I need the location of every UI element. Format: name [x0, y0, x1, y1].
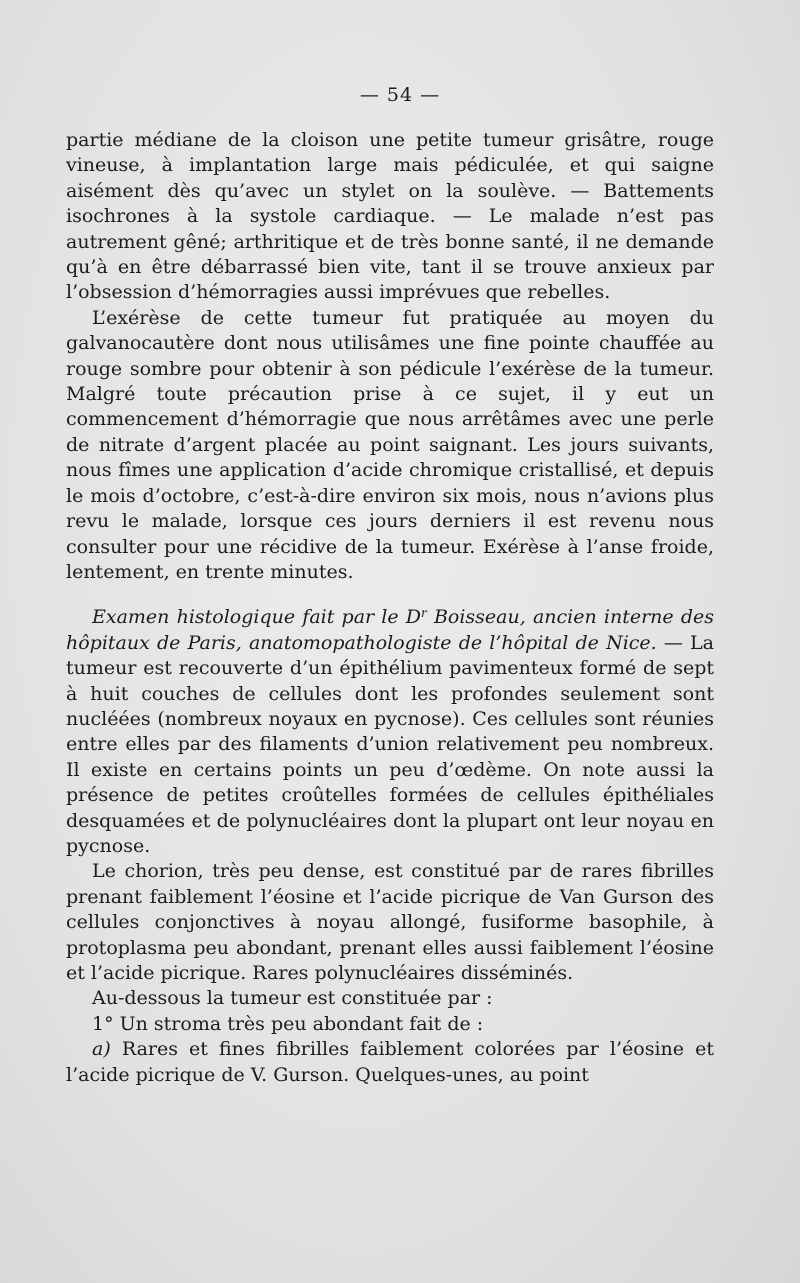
paragraph-7 [66, 1037, 714, 1088]
histology-heading-a: Examen histologique fait par le D [92, 606, 422, 629]
paragraph-1: partie médiane de la cloison une petite tumeur grisâtre, rouge vineuse, à implantation large mais pédiculée, et qui saigne aisément dès qu’avec un stylet on la soulève. — Battements isochrones à la systole cardiaque. — Le malade n’est pas autrement gêné; arthritique et de très bonne santé, il ne demande qu’à en être débarrassé bien vite, tant il se trouve anxieux par l’obsession d’hémorragies aussi imprévues que rebelles. [66, 129, 714, 304]
doctor-superscript: r [421, 606, 427, 621]
paragraph-3 [66, 605, 714, 859]
paragraph-4: Le chorion, très peu dense, est constitué par de rares fibrilles prenant faiblement l’éosine et l’acide picrique de Van Gurson des cellules conjonctives à noyau allongé, fusiforme basophile, à protoplasma peu abondant, prenant elles aussi faiblement l’éosine et l’acide picrique. Rares polynucléaires disséminés. [66, 860, 714, 984]
paragraph-6: 1° Un stroma très peu abondant fait de : [92, 1012, 484, 1035]
histology-text: — La tumeur est recouverte d’un épithélium pavimenteux formé de sept à huit couches de cellules dont les profondes seulement sont nucléées (nombreux noyaux en pycnose). Ces cellules sont réunies entre elles par des filaments d’union relativement peu nombreux. Il existe en certains points un peu d’œdème. On note aussi la présence de petites croûtelles formées de cellules épithéliales desquamées et de polynucléaires dont la plupart ont leur noyau en pycnose. [66, 631, 714, 857]
page-body [66, 128, 714, 1088]
histology-heading-b: Boisseau, ancien interne des hôpitaux de Paris, anatomopathologiste de l’hôpital de Nice. [66, 606, 714, 654]
list-text-a: Rares et fines fibrilles faiblement colorées par l’éosine et l’acide picrique de V. Gurson. Quelques-unes, au point [66, 1038, 714, 1086]
list-label-a: a) [92, 1038, 111, 1061]
paragraph-5: Au-dessous la tumeur est constituée par : [92, 987, 493, 1010]
paragraph-2: L’exérèse de cette tumeur fut pratiquée au moyen du galvanocautère dont nous utilisâmes une fine pointe chauffée au rouge sombre pour obtenir à son pédicule l’exérèse de la tumeur. Malgré toute précaution prise à ce sujet, il y eut un commencement d’hémorragie que nous arrêtâmes avec une perle de nitrate d’argent placée au point saignant. Les jours suivants, nous fîmes une application d’acide chromique cristallisé, et depuis le mois d’octobre, c’est-à-dire environ six mois, nous n’avions plus revu le malade, lorsque ces jours derniers il est revenu nous consulter pour une récidive de la tumeur. Exérèse à l’anse froide, lentement, en trente minutes. [66, 306, 714, 583]
page-number: — 54 — [359, 84, 441, 106]
